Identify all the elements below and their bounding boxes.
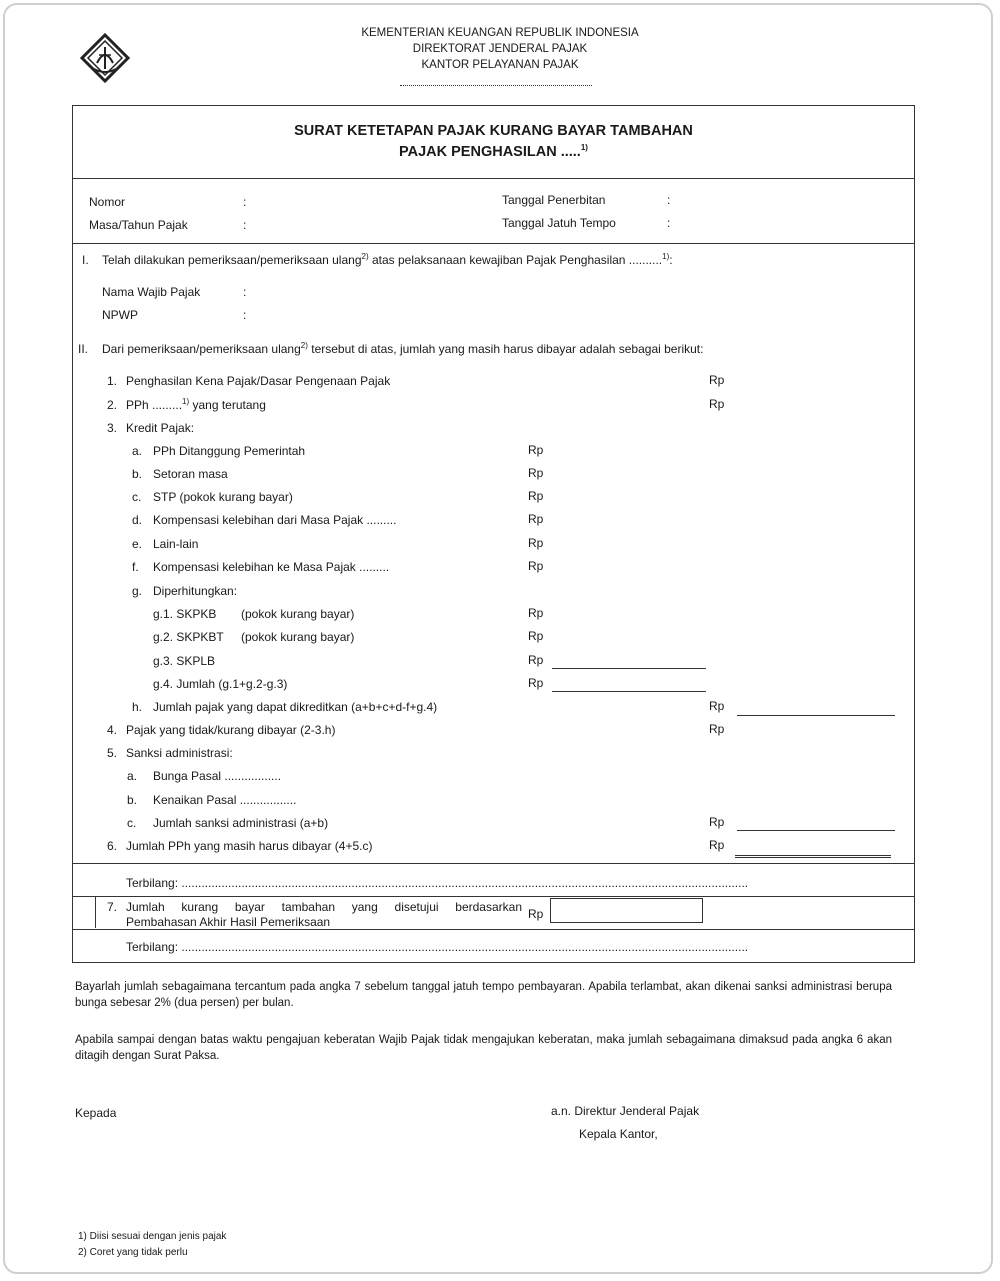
value-line-h <box>737 715 895 716</box>
office-name-blank <box>400 85 592 86</box>
item-penghasilan-kena-pajak: Penghasilan Kena Pajak/Dasar Pengenaan Pajak <box>126 374 391 388</box>
rp-label: Rp <box>528 629 544 643</box>
objection-notice: Apabila sampai dengan batas waktu pengajuan keberatan Wajib Pajak tidak mengajukan keberatan, maka jumlah sebagaimana dimaksud pada angka 6 akan ditagih dengan Surat Paksa. <box>75 1034 892 1062</box>
doc-title-line1: SURAT KETETAPAN PAJAK KURANG BAYAR TAMBAHAN <box>294 123 693 139</box>
section1-text: Telah dilakukan pemeriksaan/pemeriksaan ulang$^{2)}$ atas pelaksanaan kewajiban Pajak Penghasilan ..........$^{1)}$: <box>102 252 673 267</box>
item-number: 1. <box>107 374 118 388</box>
signature-kepala-kantor: Kepala Kantor, <box>579 1127 658 1141</box>
label-nama-wajib-pajak: Nama Wajib Pajak <box>102 285 201 299</box>
colon: : <box>243 285 247 299</box>
terbilang-field-1: Terbilang: .......................................................................................................................................................................... <box>126 876 749 890</box>
sub-letter: b. <box>132 467 143 481</box>
item-stp: STP (pokok kurang bayar) <box>153 490 293 504</box>
sub-letter: c. <box>127 816 137 830</box>
rp-label: Rp <box>709 722 725 736</box>
item-g1-skpkb: g.1. SKPKB <box>153 607 217 621</box>
sub-letter: c. <box>132 490 142 504</box>
ministry-logo <box>80 33 130 83</box>
item-kredit-pajak: Kredit Pajak: <box>126 421 195 435</box>
item7-line2: Pembahasan Akhir Hasil Pemeriksaan <box>126 915 331 929</box>
rp-label: Rp <box>528 443 544 457</box>
rp-label: Rp <box>528 606 544 620</box>
rp-label: Rp <box>528 512 544 526</box>
section2-text: Dari pemeriksaan/pemeriksaan ulang$^{2)}$ tersebut di atas, jumlah yang masih harus dibayar adalah sebagai berikut: <box>102 341 704 356</box>
rp-label: Rp <box>528 676 544 690</box>
item-diperhitungkan: Diperhitungkan: <box>153 584 238 598</box>
header-directorate: DIREKTORAT JENDERAL PAJAK <box>412 43 588 55</box>
sub-letter: b. <box>127 793 138 807</box>
sub-letter: a. <box>132 444 143 458</box>
header-ministry: KEMENTERIAN KEUANGAN REPUBLIK INDONESIA <box>361 27 639 39</box>
sub-letter: a. <box>127 769 138 783</box>
item7-divider <box>95 897 96 928</box>
label-nomor: Nomor <box>89 195 126 209</box>
rp-label: Rp <box>528 653 544 667</box>
rp-label: Rp <box>709 373 725 387</box>
colon: : <box>243 308 247 322</box>
section2-roman: II. <box>78 342 89 356</box>
item-kenaikan-pasal: Kenaikan Pasal ................. <box>153 793 297 807</box>
item-number: 3. <box>107 421 118 435</box>
colon: : <box>243 218 247 232</box>
item-lain-lain: Lain-lain <box>153 537 199 551</box>
item-g3-skplb: g.3. SKPLB <box>153 654 216 668</box>
rp-label: Rp <box>528 466 544 480</box>
rp-label: Rp <box>709 699 725 713</box>
item-kompensasi-ke: Kompensasi kelebihan ke Masa Pajak ......... <box>153 560 390 574</box>
rp-label: Rp <box>528 559 544 573</box>
item-number: 4. <box>107 723 118 737</box>
item-g2-skpkbt: g.2. SKPKBT <box>153 630 224 644</box>
label-tanggal-penerbitan: Tanggal Penerbitan <box>502 193 606 207</box>
doc-title-line2: PAJAK PENGHASILAN .....$^{1)}$ <box>399 143 588 160</box>
item-pph-ditanggung-pemerintah: PPh Ditanggung Pemerintah <box>153 444 306 458</box>
signature-an: a.n. Direktur Jenderal Pajak <box>551 1104 700 1118</box>
item-number: 2. <box>107 398 118 412</box>
item-g2-note: (pokok kurang bayar) <box>241 630 355 644</box>
item-bunga-pasal: Bunga Pasal ................. <box>153 769 282 783</box>
rp-label: Rp <box>709 815 725 829</box>
item-jumlah-pph-dibayar: Jumlah PPh yang masih harus dibayar (4+5.c) <box>126 839 373 853</box>
value-double-line-6 <box>735 855 891 858</box>
sub-letter: h. <box>132 700 143 714</box>
item7-line1: Jumlah kurang bayar tambahan yang disetujui berdasarkan <box>126 900 522 914</box>
section1-roman: I. <box>82 253 89 267</box>
value-line-g4 <box>552 691 706 692</box>
sub-letter: g. <box>132 584 143 598</box>
item7-amount-box <box>550 898 703 923</box>
item-jumlah-sanksi: Jumlah sanksi administrasi (a+b) <box>153 816 329 830</box>
label-kepada: Kepada <box>75 1106 117 1120</box>
item-g1-note: (pokok kurang bayar) <box>241 607 355 621</box>
sub-letter: d. <box>132 513 143 527</box>
item-setoran-masa: Setoran masa <box>153 467 228 481</box>
label-masa: Masa/Tahun Pajak <box>89 218 188 232</box>
footnote-2: 2) Coret yang tidak perlu <box>78 1247 188 1258</box>
payment-instruction: Bayarlah jumlah sebagaimana tercantum pada angka 7 sebelum tanggal jatuh tempo pembayaran. Apabila terlambat, akan dikenai sanksi administrasi berupa bunga sebesar 2% (dua persen) per bulan. <box>75 981 892 1009</box>
item-jumlah-kredit: Jumlah pajak yang dapat dikreditkan (a+b+c+d-f+g.4) <box>153 700 438 714</box>
terbilang-field-2: Terbilang: .......................................................................................................................................................................... <box>126 940 749 954</box>
colon: : <box>243 195 247 209</box>
colon: : <box>667 193 671 207</box>
rp-label: Rp <box>528 907 544 921</box>
meta-box <box>72 178 915 244</box>
title-box <box>72 105 915 179</box>
value-line-g3 <box>552 668 706 669</box>
rp-label: Rp <box>528 536 544 550</box>
rp-label: Rp <box>709 838 725 852</box>
item-pph-terutang: PPh .........$^{1)}$ yang terutang <box>126 397 266 412</box>
colon: : <box>667 216 671 230</box>
rp-label: Rp <box>528 489 544 503</box>
label-npwp: NPWP <box>102 308 138 322</box>
sub-letter: f. <box>132 560 139 574</box>
header-office: KANTOR PELAYANAN PAJAK <box>421 59 579 71</box>
item-number: 5. <box>107 746 118 760</box>
value-line-5c <box>737 830 895 831</box>
item-pajak-kurang-bayar: Pajak yang tidak/kurang dibayar (2-3.h) <box>126 723 336 737</box>
item-number: 7. <box>107 900 118 914</box>
item-number: 6. <box>107 839 118 853</box>
item-g4-jumlah: g.4. Jumlah (g.1+g.2-g.3) <box>153 677 288 691</box>
label-tanggal-jatuh-tempo: Tanggal Jatuh Tempo <box>502 216 616 230</box>
item-sanksi-administrasi: Sanksi administrasi: <box>126 746 233 760</box>
sub-letter: e. <box>132 537 143 551</box>
footnote-1: 1) Diisi sesuai dengan jenis pajak <box>78 1231 227 1242</box>
item-kompensasi-dari: Kompensasi kelebihan dari Masa Pajak ......... <box>153 513 397 527</box>
rp-label: Rp <box>709 397 725 411</box>
